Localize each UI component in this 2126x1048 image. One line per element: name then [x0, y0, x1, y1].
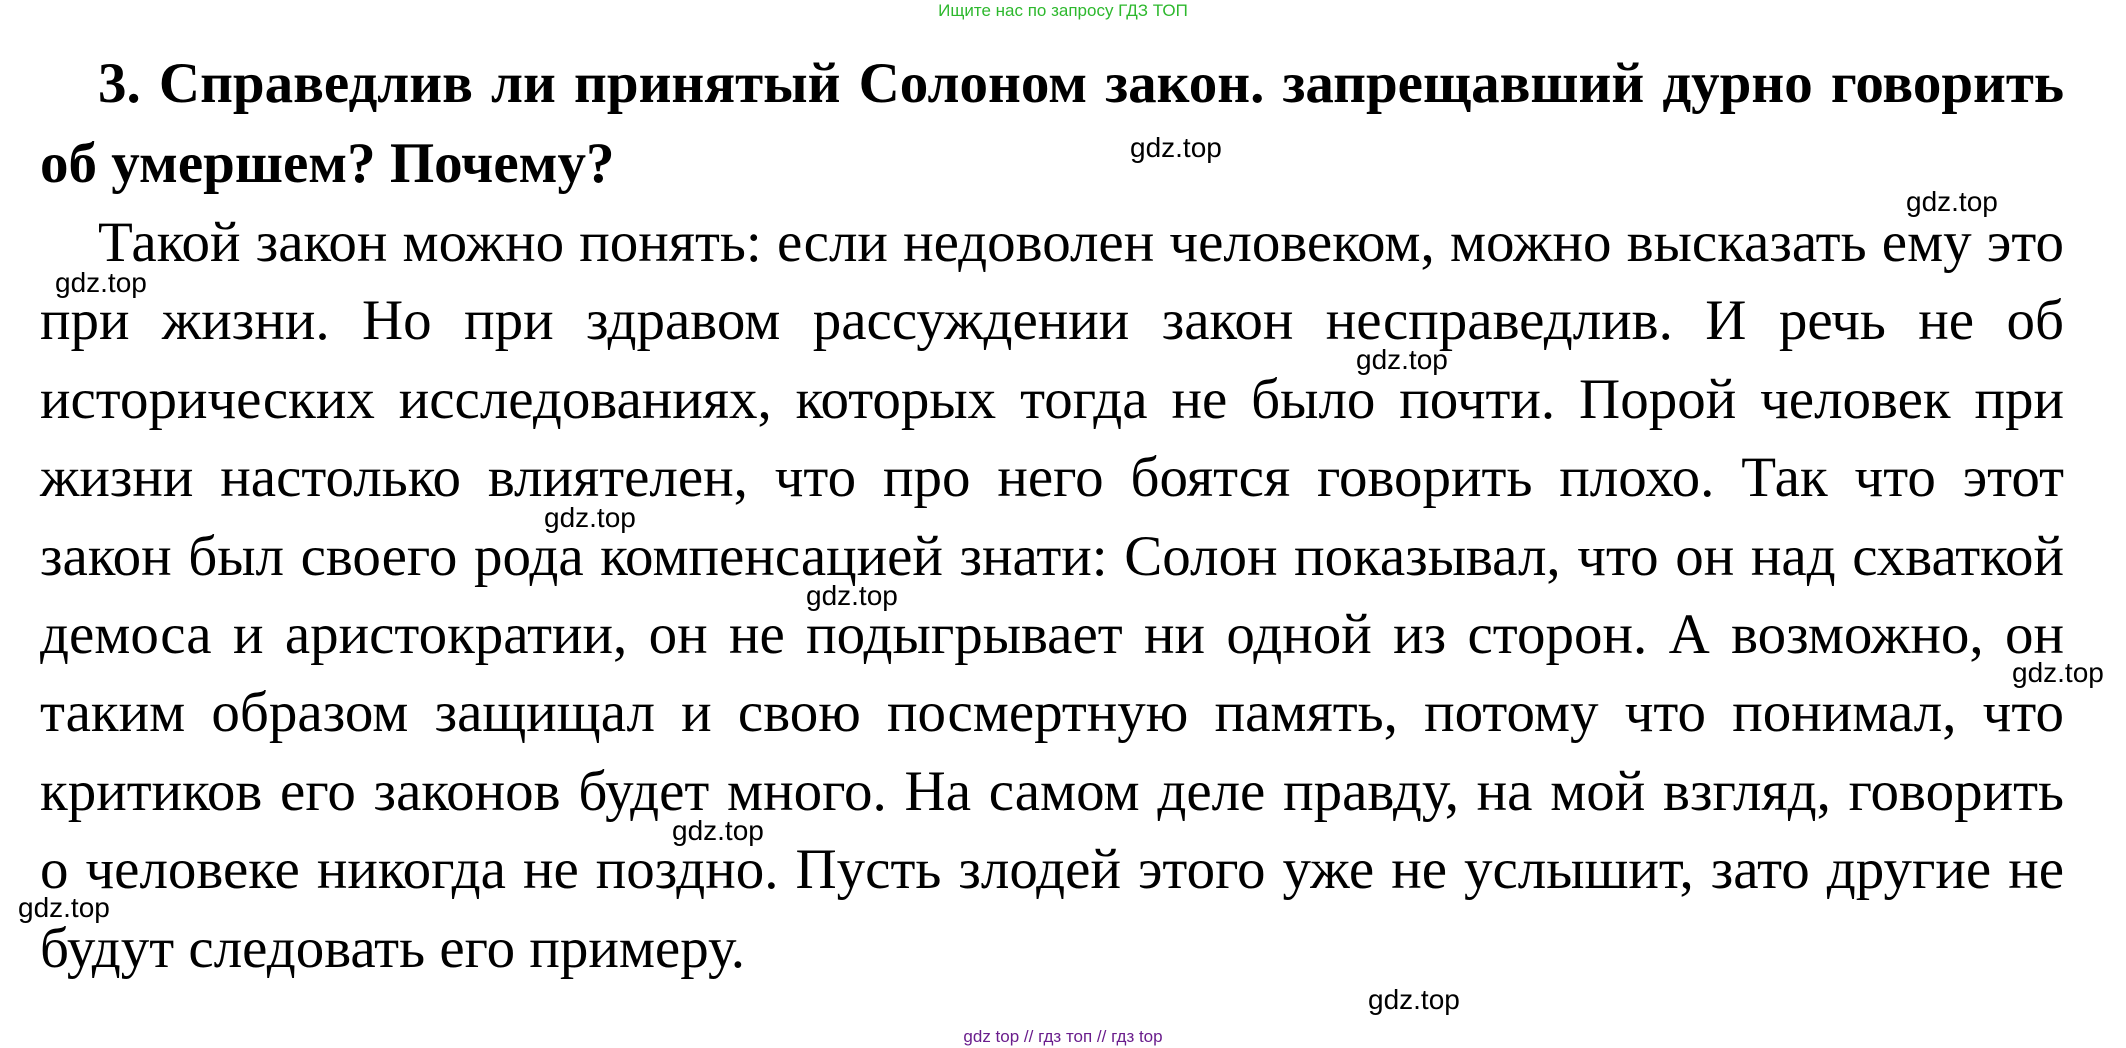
top-banner: Ищите нас по запросу ГДЗ ТОП — [938, 1, 1188, 20]
watermark: gdz.top — [544, 502, 636, 533]
question-text: 3. Справедлив ли принятый Солоном закон. запрещавший дурно говорить об умершем? Почему? — [40, 52, 2064, 195]
watermark: gdz.top — [1368, 984, 1460, 1015]
watermark: gdz.top — [18, 892, 110, 923]
watermark: gdz.top — [2012, 657, 2104, 688]
watermark: gdz.top — [806, 580, 898, 611]
watermark: gdz.top — [1356, 344, 1448, 375]
watermark: gdz.top — [1130, 132, 1222, 163]
footer-banner: gdz top // гдз топ // гдз top — [963, 1027, 1163, 1046]
watermark: gdz.top — [1906, 186, 1998, 217]
watermark: gdz.top — [672, 815, 764, 846]
watermark: gdz.top — [55, 267, 147, 298]
answer-text: Такой закон можно понять: если недоволен человеком, можно высказать ему это при жизни. Но при здравом рассуждении закон несправедлив. И речь не об исторических исследованиях, которых тогда не было почти. Порой человек при жизни настолько влиятелен, что про него боятся говорить плохо. Так что этот закон был своего рода компенсацией знати: Солон показывал, что он над схваткой демоса и аристократии, он не подыгрывает ни одной из сторон. А возможно, он таким образом защищал и свою посмертную память, потому что понимал, что критиков его законов будет много. На самом деле правду, на мой взгляд, говорить о человеке никогда не поздно. Пусть злодей этого уже не услышит, зато другие не будут следовать его примеру. — [40, 211, 2064, 980]
page-content — [40, 44, 2064, 988]
